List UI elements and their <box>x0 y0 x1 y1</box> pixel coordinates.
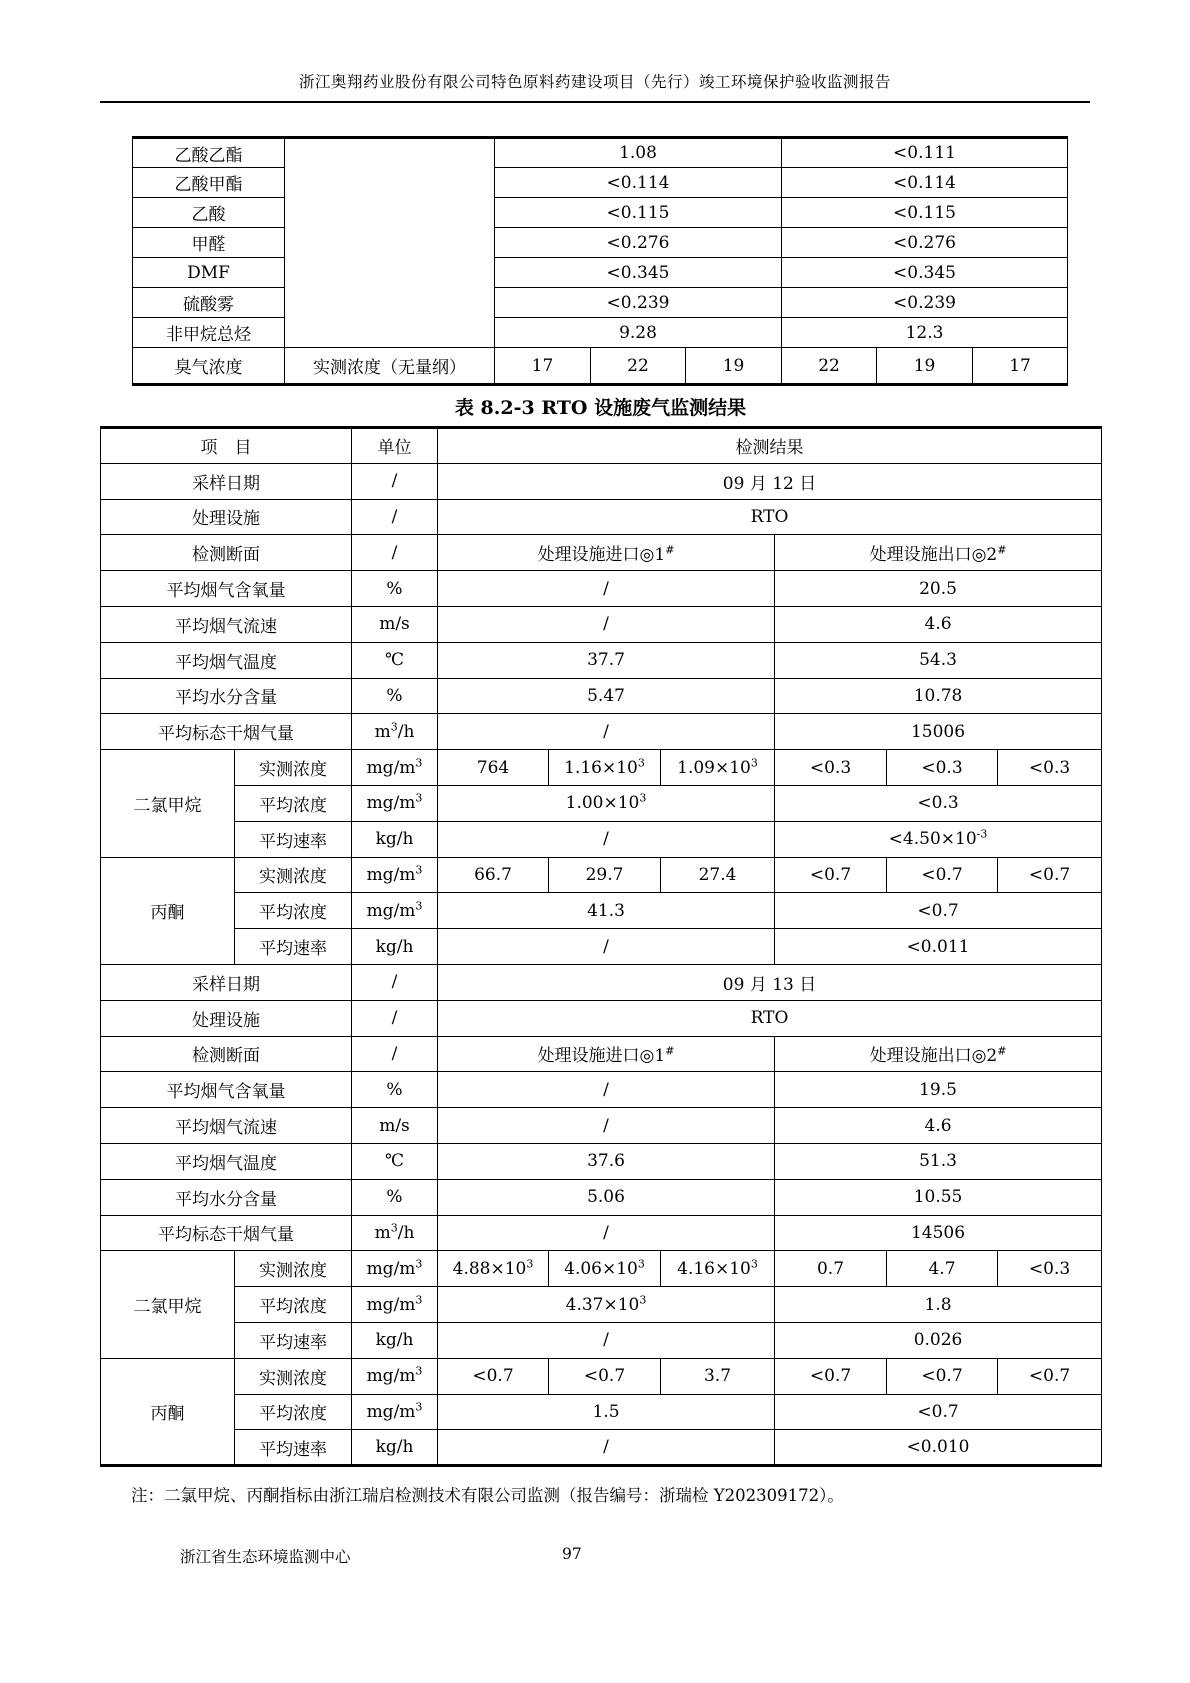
table-cell: 非甲烷总烃 <box>133 318 285 348</box>
table-cell: / <box>352 535 438 571</box>
table-cell: ℃ <box>352 642 438 678</box>
table-row <box>101 678 1102 714</box>
table-cell: <0.115 <box>495 198 782 228</box>
table-cell: 采样日期 <box>101 964 352 1000</box>
table-cell: $4.16\times 10^3$ <box>661 1251 775 1287</box>
table-row <box>101 642 1102 678</box>
merged-empty-cell <box>285 138 495 348</box>
table-row <box>101 1322 1102 1358</box>
table-cell: <0.7 <box>998 1358 1102 1394</box>
table-cell: 平均标态干烟气量 <box>101 714 352 750</box>
table-row <box>101 1000 1102 1036</box>
waste-gas-results-table-continued <box>132 136 1068 386</box>
table-cell: $1.09\times 10^3$ <box>661 750 775 786</box>
table-cell: 17 <box>495 348 591 385</box>
table-cell: <0.3 <box>775 785 1102 821</box>
table-cell: 平均水分含量 <box>101 1179 352 1215</box>
table-cell: / <box>438 1072 775 1108</box>
table-cell: $mg/m^3$ <box>352 893 438 929</box>
table-cell: / <box>438 714 775 750</box>
table-cell: <0.7 <box>775 893 1102 929</box>
table-row <box>101 1287 1102 1323</box>
page-footer <box>100 1545 1090 1567</box>
table-cell: $4.88\times 10^3$ <box>438 1251 549 1287</box>
table-cell: 09 月 12 日 <box>438 463 1102 499</box>
table-cell: 1.08 <box>495 138 782 168</box>
table-cell: 22 <box>782 348 877 385</box>
table-cell: 29.7 <box>549 857 661 893</box>
table-cell: DMF <box>133 258 285 288</box>
table-cell: 19.5 <box>775 1072 1102 1108</box>
table-cell: <0.345 <box>782 258 1068 288</box>
table-cell: 平均浓度 <box>235 1287 352 1323</box>
table-row <box>101 1036 1102 1072</box>
table-cell: ℃ <box>352 1143 438 1179</box>
table-cell: 平均烟气温度 <box>101 642 352 678</box>
table-row <box>101 428 1102 464</box>
rto-waste-gas-monitoring-table <box>100 426 1102 1467</box>
table-cell: 09 月 13 日 <box>438 964 1102 1000</box>
table-cell: 平均烟气流速 <box>101 606 352 642</box>
table-cell: <0.3 <box>998 1251 1102 1287</box>
table-cell: 采样日期 <box>101 463 352 499</box>
table-cell: / <box>352 499 438 535</box>
table-cell: 5.47 <box>438 678 775 714</box>
table-cell: <0.7 <box>887 1358 998 1394</box>
table-cell: % <box>352 678 438 714</box>
table-cell: / <box>352 964 438 1000</box>
table-cell: / <box>438 1430 775 1466</box>
table-cell: <0.7 <box>775 857 887 893</box>
column-header-unit: 单位 <box>352 428 438 464</box>
table-cell: / <box>438 571 775 607</box>
table-cell: $4.37\times 10^3$ <box>438 1287 775 1323</box>
table-cell: kg/h <box>352 1322 438 1358</box>
table-cell: 实测浓度（无量纲） <box>285 348 495 385</box>
table-cell: $1.00\times 10^3$ <box>438 785 775 821</box>
table-row <box>101 1394 1102 1430</box>
table-cell: 平均水分含量 <box>101 678 352 714</box>
table-row <box>133 258 1068 288</box>
table-row <box>133 168 1068 198</box>
table-cell: $mg/m^3$ <box>352 1394 438 1430</box>
table-cell: % <box>352 571 438 607</box>
table-cell: 处理设施进口◎1# <box>438 1036 775 1072</box>
table-cell: 12.3 <box>782 318 1068 348</box>
table-cell: 实测浓度 <box>235 1251 352 1287</box>
table-cell: $mg/m^3$ <box>352 750 438 786</box>
table-cell: 10.78 <box>775 678 1102 714</box>
row-group-label: 二氯甲烷 <box>101 1251 235 1358</box>
table-row <box>133 228 1068 258</box>
table-row <box>101 750 1102 786</box>
table-cell: 66.7 <box>438 857 549 893</box>
table-cell: 0.026 <box>775 1322 1102 1358</box>
table-cell: kg/h <box>352 821 438 857</box>
table-cell: 平均速率 <box>235 1322 352 1358</box>
table-row <box>101 571 1102 607</box>
table-cell: 检测断面 <box>101 1036 352 1072</box>
table-cell: 54.3 <box>775 642 1102 678</box>
table-row <box>101 1251 1102 1287</box>
table-cell: $m^3/h$ <box>352 1215 438 1251</box>
table-cell: 1.5 <box>438 1394 775 1430</box>
table-cell: 平均烟气含氧量 <box>101 571 352 607</box>
footer-organization: 浙江省生态环境监测中心 <box>180 1548 351 1566</box>
table-row <box>101 714 1102 750</box>
table-row <box>101 929 1102 965</box>
table-cell: <0.114 <box>782 168 1068 198</box>
table-cell: 27.4 <box>661 857 775 893</box>
table-cell: 实测浓度 <box>235 1358 352 1394</box>
table-cell: 15006 <box>775 714 1102 750</box>
page-header-title: 浙江奥翔药业股份有限公司特色原料药建设项目（先行）竣工环境保护验收监测报告 <box>298 73 891 91</box>
table-cell: <0.276 <box>495 228 782 258</box>
table-cell: 平均浓度 <box>235 785 352 821</box>
table-cell: $4.06\times 10^3$ <box>549 1251 661 1287</box>
table-cell: 臭气浓度 <box>133 348 285 385</box>
table-cell: 平均烟气温度 <box>101 1143 352 1179</box>
table-cell: 平均速率 <box>235 821 352 857</box>
table-cell: / <box>352 463 438 499</box>
table-cell: 51.3 <box>775 1143 1102 1179</box>
table-row <box>101 499 1102 535</box>
table-cell: 22 <box>591 348 686 385</box>
row-group-label: 二氯甲烷 <box>101 750 235 857</box>
table-cell: / <box>352 1000 438 1036</box>
table-cell: 实测浓度 <box>235 857 352 893</box>
table-cell: 4.6 <box>775 1108 1102 1144</box>
table-cell: $mg/m^3$ <box>352 857 438 893</box>
footer-page-number: 97 <box>562 1545 582 1563</box>
table-cell: kg/h <box>352 1430 438 1466</box>
table-cell: 平均速率 <box>235 1430 352 1466</box>
table-row <box>101 785 1102 821</box>
table-cell: 19 <box>686 348 782 385</box>
table-cell: 4.6 <box>775 606 1102 642</box>
table-cell: <0.7 <box>549 1358 661 1394</box>
table-cell: $mg/m^3$ <box>352 785 438 821</box>
table-cell: 3.7 <box>661 1358 775 1394</box>
table-cell: 4.7 <box>887 1251 998 1287</box>
table-cell: <0.239 <box>782 288 1068 318</box>
table-cell: <0.7 <box>887 857 998 893</box>
table-cell: % <box>352 1072 438 1108</box>
table-cell: 41.3 <box>438 893 775 929</box>
table-row <box>101 1179 1102 1215</box>
table-cell: 平均烟气流速 <box>101 1108 352 1144</box>
table-cell: / <box>438 606 775 642</box>
table-cell: 乙酸甲酯 <box>133 168 285 198</box>
table-cell: / <box>438 821 775 857</box>
table-cell: 764 <box>438 750 549 786</box>
row-group-label: 丙酮 <box>101 1358 235 1465</box>
table-cell: $mg/m^3$ <box>352 1358 438 1394</box>
table-cell: <0.3 <box>998 750 1102 786</box>
table-cell: 处理设施出口◎2# <box>775 535 1102 571</box>
table-cell: <0.276 <box>782 228 1068 258</box>
table-row <box>101 857 1102 893</box>
table-cell: 0.7 <box>775 1251 887 1287</box>
table-row <box>101 1430 1102 1466</box>
table-cell: / <box>438 1215 775 1251</box>
table-cell: 实测浓度 <box>235 750 352 786</box>
table-cell: <0.111 <box>782 138 1068 168</box>
table-cell: 37.6 <box>438 1143 775 1179</box>
table-cell: m/s <box>352 1108 438 1144</box>
table-cell: 甲醛 <box>133 228 285 258</box>
table-cell: / <box>438 929 775 965</box>
table-row <box>101 1215 1102 1251</box>
table-cell: <0.7 <box>775 1394 1102 1430</box>
table-cell: <0.7 <box>775 1358 887 1394</box>
table-cell: 平均标态干烟气量 <box>101 1215 352 1251</box>
table-cell: RTO <box>438 499 1102 535</box>
table-footnote: 注：二氯甲烷、丙酮指标由浙江瑞启检测技术有限公司监测（报告编号：浙瑞检 Y202309172）。 <box>131 1486 844 1506</box>
table-cell: <0.239 <box>495 288 782 318</box>
table-cell: 乙酸 <box>133 198 285 228</box>
table-row <box>101 463 1102 499</box>
table-cell: 20.5 <box>775 571 1102 607</box>
column-header-result: 检测结果 <box>438 428 1102 464</box>
table-cell: 平均速率 <box>235 929 352 965</box>
table-row <box>101 893 1102 929</box>
table-row <box>101 1143 1102 1179</box>
row-group-label: 丙酮 <box>101 857 235 964</box>
table-row <box>101 821 1102 857</box>
table-title: 表 8.2-3 RTO 设施废气监测结果 <box>454 397 747 419</box>
table-cell: 5.06 <box>438 1179 775 1215</box>
table-cell: 10.55 <box>775 1179 1102 1215</box>
table-cell: 14506 <box>775 1215 1102 1251</box>
table-row <box>133 198 1068 228</box>
table-cell: 乙酸乙酯 <box>133 138 285 168</box>
column-header-item: 项 目 <box>101 428 352 464</box>
table-cell: 处理设施 <box>101 499 352 535</box>
table-cell: 1.8 <box>775 1287 1102 1323</box>
table-cell: <0.7 <box>438 1358 549 1394</box>
table-cell: kg/h <box>352 929 438 965</box>
table-row <box>101 535 1102 571</box>
table-cell: $<4.50\times 10^{-3}$ <box>775 821 1102 857</box>
table-row <box>101 1108 1102 1144</box>
table-row <box>101 606 1102 642</box>
table-cell: 处理设施出口◎2# <box>775 1036 1102 1072</box>
table-cell: m/s <box>352 606 438 642</box>
table-cell: 平均浓度 <box>235 893 352 929</box>
table-cell: 17 <box>973 348 1068 385</box>
table-cell: <0.010 <box>775 1430 1102 1466</box>
table-cell: 平均烟气含氧量 <box>101 1072 352 1108</box>
table-cell: 硫酸雾 <box>133 288 285 318</box>
header-divider <box>100 101 1090 103</box>
table-cell: 19 <box>877 348 973 385</box>
table-row <box>101 964 1102 1000</box>
table-cell: / <box>438 1322 775 1358</box>
table-cell: $m^3/h$ <box>352 714 438 750</box>
table-cell: / <box>438 1108 775 1144</box>
table-row <box>133 288 1068 318</box>
table-row <box>133 138 1068 168</box>
table-cell: <0.3 <box>887 750 998 786</box>
table-row <box>133 318 1068 348</box>
table-cell: <0.345 <box>495 258 782 288</box>
table-cell: 37.7 <box>438 642 775 678</box>
table-cell: 处理设施 <box>101 1000 352 1036</box>
table-cell: RTO <box>438 1000 1102 1036</box>
table-cell: $1.16\times 10^3$ <box>549 750 661 786</box>
table-cell: <0.3 <box>775 750 887 786</box>
table-row <box>101 1358 1102 1394</box>
table-cell: <0.011 <box>775 929 1102 965</box>
table-cell: <0.7 <box>998 857 1102 893</box>
table-row <box>133 348 1068 385</box>
table-cell: 平均浓度 <box>235 1394 352 1430</box>
table-cell: $mg/m^3$ <box>352 1287 438 1323</box>
table-cell: $mg/m^3$ <box>352 1251 438 1287</box>
table-row <box>101 1072 1102 1108</box>
table-cell: 检测断面 <box>101 535 352 571</box>
table-cell: <0.114 <box>495 168 782 198</box>
table-cell: 处理设施进口◎1# <box>438 535 775 571</box>
table-cell: 9.28 <box>495 318 782 348</box>
table-cell: % <box>352 1179 438 1215</box>
table-cell: / <box>352 1036 438 1072</box>
table-cell: <0.115 <box>782 198 1068 228</box>
